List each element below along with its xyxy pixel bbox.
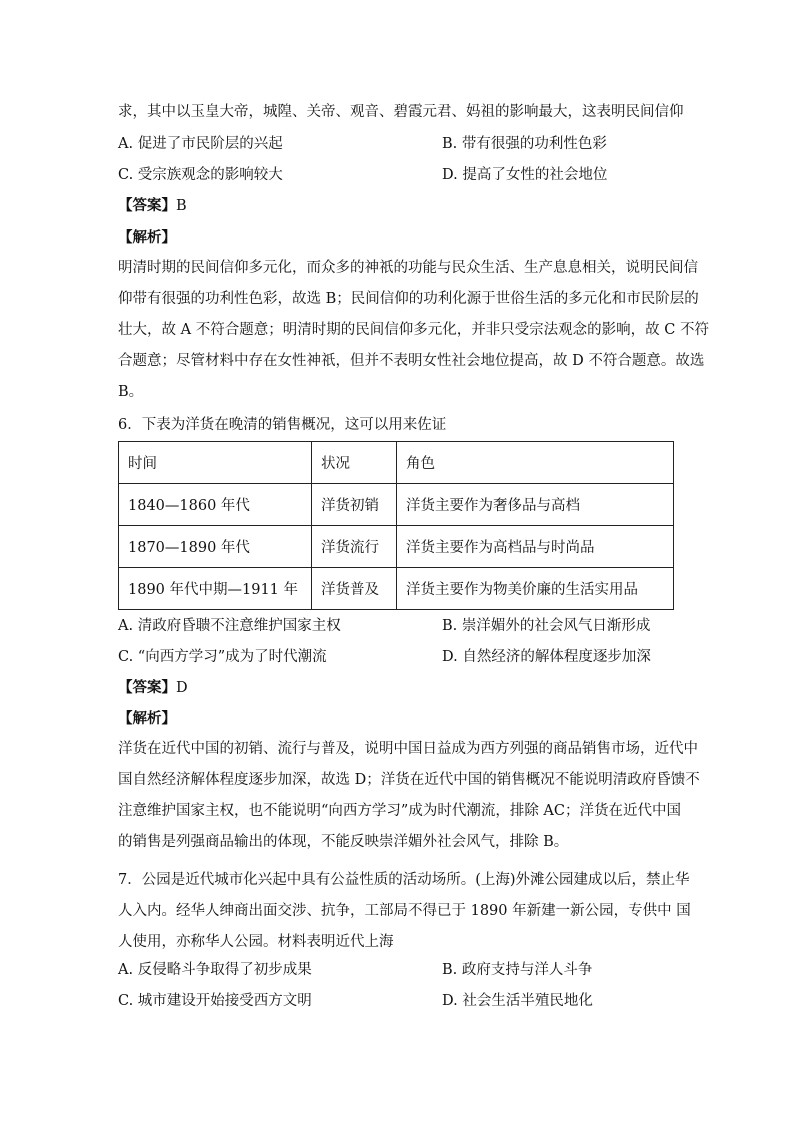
- table-row: [119, 568, 674, 610]
- table-cell: 1870—1890 年代: [119, 526, 312, 568]
- q6-analysis-line: 注意维护国家主权，也不能说明“向西方学习”成为时代潮流，排除 AC；洋货在近代中国: [118, 803, 681, 819]
- q7-stem-line: 人使用，亦称华人公园。材料表明近代上海: [118, 934, 394, 950]
- q5-option-a: A. 促进了市民阶层的兴起: [118, 136, 283, 152]
- q7-stem-line: 7．公园是近代城市化兴起中具有公益性质的活动场所。(上海)外滩公园建成以后，禁止华: [118, 872, 690, 888]
- q6-analysis-label: 【解析】: [118, 710, 176, 727]
- table-cell: 洋货主要作为物美价廉的生活实用品: [397, 568, 674, 610]
- table-header-row: [119, 442, 674, 484]
- q6-answer-label: 【答案】: [118, 679, 176, 696]
- q5-option-b: B. 带有很强的功利性色彩: [442, 136, 607, 152]
- table-row: [119, 526, 674, 568]
- q5-analysis-line: 合题意；尽管材料中存在女性神祇，但并不表明女性社会地位提高，故 D 不符合题意。故选: [118, 353, 705, 369]
- q7-option-a: A. 反侵略斗争取得了初步成果: [118, 962, 312, 978]
- table-header-cell: 角色: [397, 442, 674, 484]
- q5-option-c: C. 受宗族观念的影响较大: [118, 167, 283, 183]
- table-header-cell: 状况: [312, 442, 397, 484]
- q5-analysis-line: 明清时期的民间信仰多元化，而众多的神祇的功能与民众生活、生产息息相关，说明民间信: [118, 260, 698, 276]
- q5-analysis-line: 壮大，故 A 不符合题意；明清时期的民间信仰多元化，并非只受宗法观念的影响，故 C 不符: [118, 322, 709, 338]
- q7-stem-line: 人入内。经华人绅商出面交涉、抗争，工部局不得已于 1890 年新建一新公园，专供中 国: [118, 903, 691, 919]
- table-cell: 洋货流行: [312, 526, 397, 568]
- q6-stem: 6．下表为洋货在晚清的销售概况，这可以用来佐证: [118, 417, 447, 433]
- q6-analysis: [118, 734, 700, 858]
- q6-answer: [118, 678, 188, 698]
- table-cell: 1890 年代中期—1911 年: [119, 568, 312, 610]
- q5-stem-tail: 求，其中以玉皇大帝，城隍、关帝、观音、碧霞元君、妈祖的影响最大，这表明民间信仰: [118, 104, 684, 120]
- table-cell: 洋货普及: [312, 568, 397, 610]
- q6-option-d: D. 自然经济的解体程度逐步加深: [442, 649, 651, 665]
- q6-analysis-line: 的销售是列强商品输出的体现，不能反映崇洋媚外社会风气，排除 B。: [118, 834, 569, 850]
- q6-analysis-line: 国自然经济解体程度逐步加深，故选 D；洋货在近代中国的销售概况不能说明清政府昏馈不: [118, 772, 700, 788]
- q7-option-b: B. 政府支持与洋人斗争: [442, 962, 593, 978]
- q5-option-d: D. 提高了女性的社会地位: [442, 167, 608, 183]
- table-header-cell: 时间: [119, 442, 312, 484]
- q7-option-d: D. 社会生活半殖民地化: [442, 993, 593, 1009]
- table-cell: 1840—1860 年代: [119, 484, 312, 526]
- q5-analysis-line: B。: [118, 384, 144, 400]
- table-cell: 洋货主要作为奢侈品与高档: [397, 484, 674, 526]
- q6-option-a: A. 清政府昏聩不注意维护国家主权: [118, 618, 341, 634]
- q5-answer-value: B: [176, 198, 187, 214]
- q6-answer-value: D: [176, 680, 188, 696]
- q7-stem: [118, 865, 691, 958]
- q5-answer: [118, 196, 187, 216]
- q7-option-c: C. 城市建设开始接受西方文明: [118, 993, 312, 1009]
- q6-option-b: B. 崇洋媚外的社会风气日渐形成: [442, 618, 651, 634]
- q5-analysis: [118, 253, 709, 408]
- table-cell: 洋货主要作为高档品与时尚品: [397, 526, 674, 568]
- q5-analysis-label: 【解析】: [118, 229, 176, 246]
- q6-table: [118, 441, 674, 610]
- q6-option-c: C. “向西方学习”成为了时代潮流: [118, 649, 327, 665]
- q5-answer-label: 【答案】: [118, 197, 176, 214]
- table-cell: 洋货初销: [312, 484, 397, 526]
- q5-analysis-line: 仰带有很强的功利性色彩，故选 B；民间信仰的功利化源于世俗生活的多元化和市民阶层的: [118, 291, 699, 307]
- q6-analysis-line: 洋货在近代中国的初销、流行与普及，说明中国日益成为西方列强的商品销售市场，近代中: [118, 741, 698, 757]
- table-row: [119, 484, 674, 526]
